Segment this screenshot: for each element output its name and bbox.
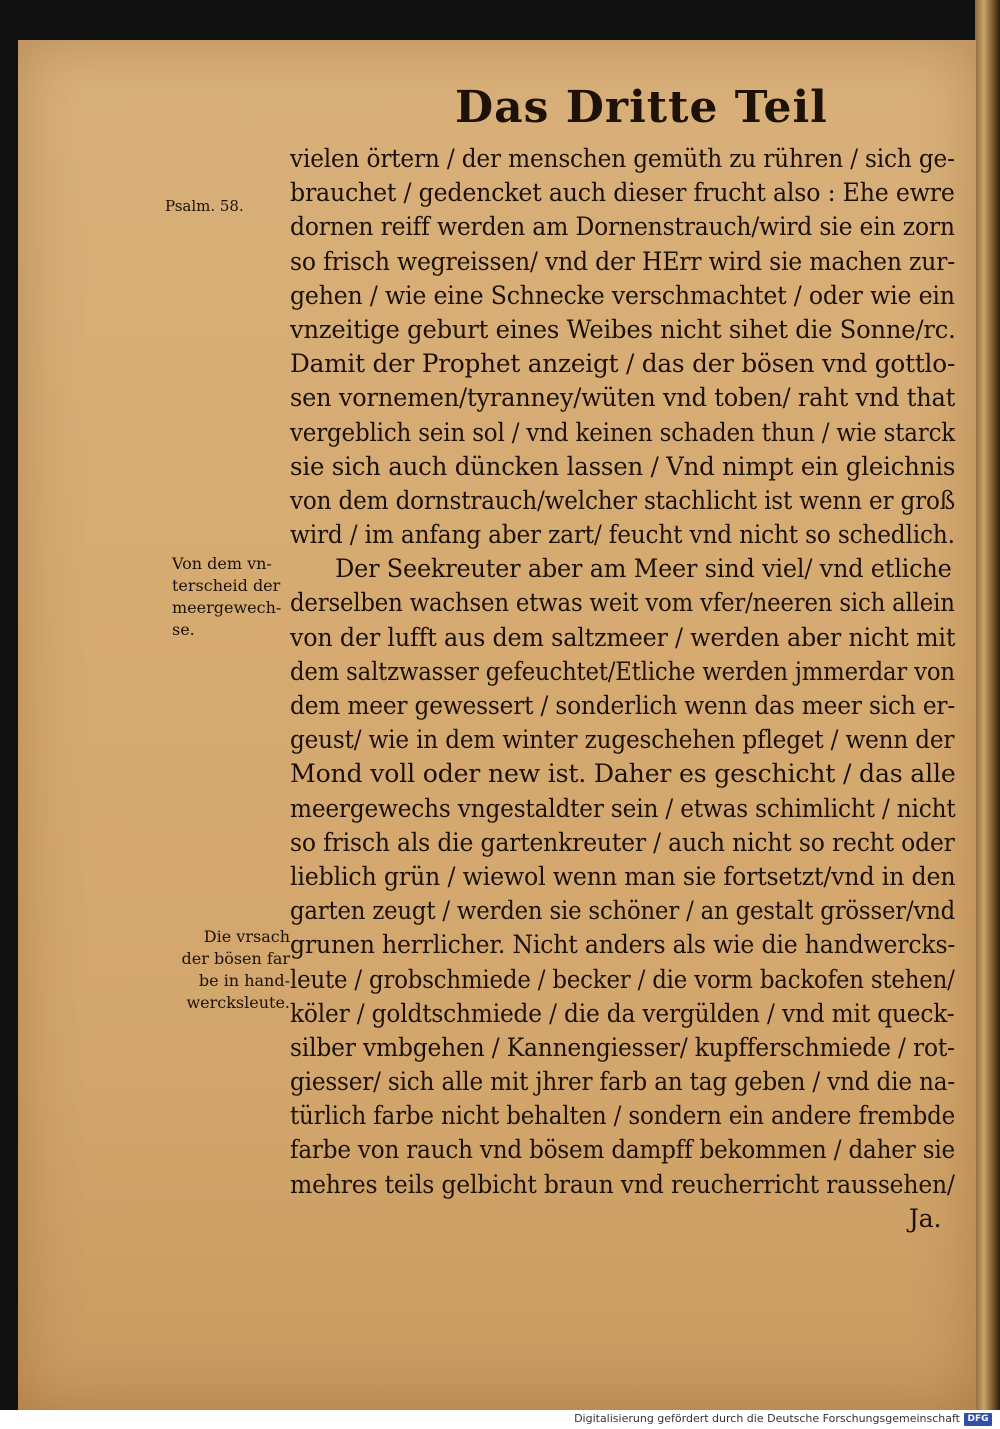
text-line: meergewechs vngestaldter sein / etwas schimlicht / nicht: [290, 793, 956, 824]
funding-notice: Digitalisierung gefördert durch die Deutsche Forschungsgemeinschaft: [574, 1412, 960, 1425]
text-line: gehen / wie eine Schnecke verschmachtet / oder wie ein: [290, 280, 955, 311]
text-line: so frisch als die gartenkreuter / auch nicht so recht oder: [290, 827, 955, 858]
text-line: giesser/ sich alle mit jhrer farb an tag geben / vnd die na-: [290, 1067, 956, 1098]
marginal-note-line: der bösen far: [181, 949, 290, 968]
book-fore-edge: [975, 0, 1000, 1410]
marginal-note-line: meergewech-: [172, 598, 282, 617]
marginal-note-ursach: [168, 926, 290, 1014]
text-line: mehres teils gelbicht braun vnd reucherricht raussehen/: [290, 1169, 955, 1200]
text-line: Damit der Prophet anzeigt / das der bösen vnd gottlo-: [290, 349, 956, 380]
text-line: wird / im anfang aber zart/ feucht vnd nicht so schedlich.: [290, 520, 955, 551]
marginal-note-line: se.: [172, 620, 195, 639]
text-line: brauchet / gedencket auch dieser frucht also : Ehe ewre: [290, 178, 955, 209]
marginal-note-line: wercksleute.: [186, 993, 290, 1012]
text-line: von der lufft aus dem saltzmeer / werden aber nicht mit: [290, 622, 956, 653]
text-line: leute / grobschmiede / becker / die vorm backofen stehen/: [290, 964, 955, 995]
text-line: köler / goldtschmiede / die da vergülden / vnd mit queck-: [290, 998, 955, 1029]
text-line: von dem dornstrauch/welcher stachlicht ist wenn er groß: [290, 485, 956, 516]
text-line-paragraph-start: Der Seekreuter aber am Meer sind viel/ vnd etliche: [335, 554, 952, 585]
text-line: so frisch wegreissen/ vnd der HErr wird sie machen zur-: [290, 246, 955, 277]
text-line: dornen reiff werden am Dornenstrauch/wird sie ein zorn: [290, 212, 955, 243]
marginal-note-psalm: [165, 195, 244, 217]
text-line: silber vmbgehen / Kannengiesser/ kupfferschmiede / rot-: [290, 1032, 955, 1063]
marginal-note-line: Die vrsach: [203, 927, 290, 946]
text-line: farbe von rauch vnd bösem dampff bekommen / daher sie: [290, 1135, 956, 1166]
running-head: Das Dritte Teil: [455, 82, 828, 133]
text-line: lieblich grün / wiewol wenn man sie fortsetzt/vnd in den: [290, 861, 956, 892]
text-line: dem saltzwasser gefeuchtet/Etliche werden jmmerdar von: [290, 656, 955, 687]
text-line: garten zeugt / werden sie schöner / an gestalt grösser/vnd: [290, 896, 956, 927]
text-line: Mond voll oder new ist. Daher es geschicht / das alle: [290, 759, 956, 790]
dfg-logo-icon: DFG: [964, 1413, 992, 1426]
text-line: sie sich auch düncken lassen / Vnd nimpt ein gleichnis: [290, 451, 956, 482]
text-line: dem meer gewessert / sonderlich wenn das meer sich er-: [290, 691, 956, 721]
marginal-note-line: Von dem vn-: [172, 554, 272, 573]
text-line: vnzeitige geburt eines Weibes nicht sihet die Sonne/rc.: [290, 314, 956, 345]
text-line: türlich farbe nicht behalten / sondern ein andere frembde: [290, 1101, 956, 1132]
footer-bar: [0, 1410, 1000, 1429]
text-line: grunen herrlicher. Nicht anders als wie die handwercks-: [290, 930, 956, 961]
text-line: geust/ wie in dem winter zugeschehen pfleget / wenn der: [290, 725, 955, 756]
marginal-note-line: Psalm. 58.: [165, 197, 244, 215]
body-text: [290, 142, 960, 1236]
text-line: vielen örtern / der menschen gemüth zu rühren / sich ge-: [290, 144, 955, 174]
marginal-note-unterscheid: [172, 553, 281, 641]
marginal-note-line: be in hand-: [198, 971, 290, 990]
text-line: vergeblich sein sol / vnd keinen schaden thun / wie starck: [290, 417, 956, 448]
text-line: derselben wachsen etwas weit vom vfer/neeren sich allein: [290, 588, 955, 619]
text-line: sen vornemen/tyranney/wüten vnd toben/ raht vnd that: [290, 383, 956, 414]
catchword: Ja.: [908, 1203, 942, 1234]
marginal-note-line: terscheid der: [172, 576, 281, 595]
